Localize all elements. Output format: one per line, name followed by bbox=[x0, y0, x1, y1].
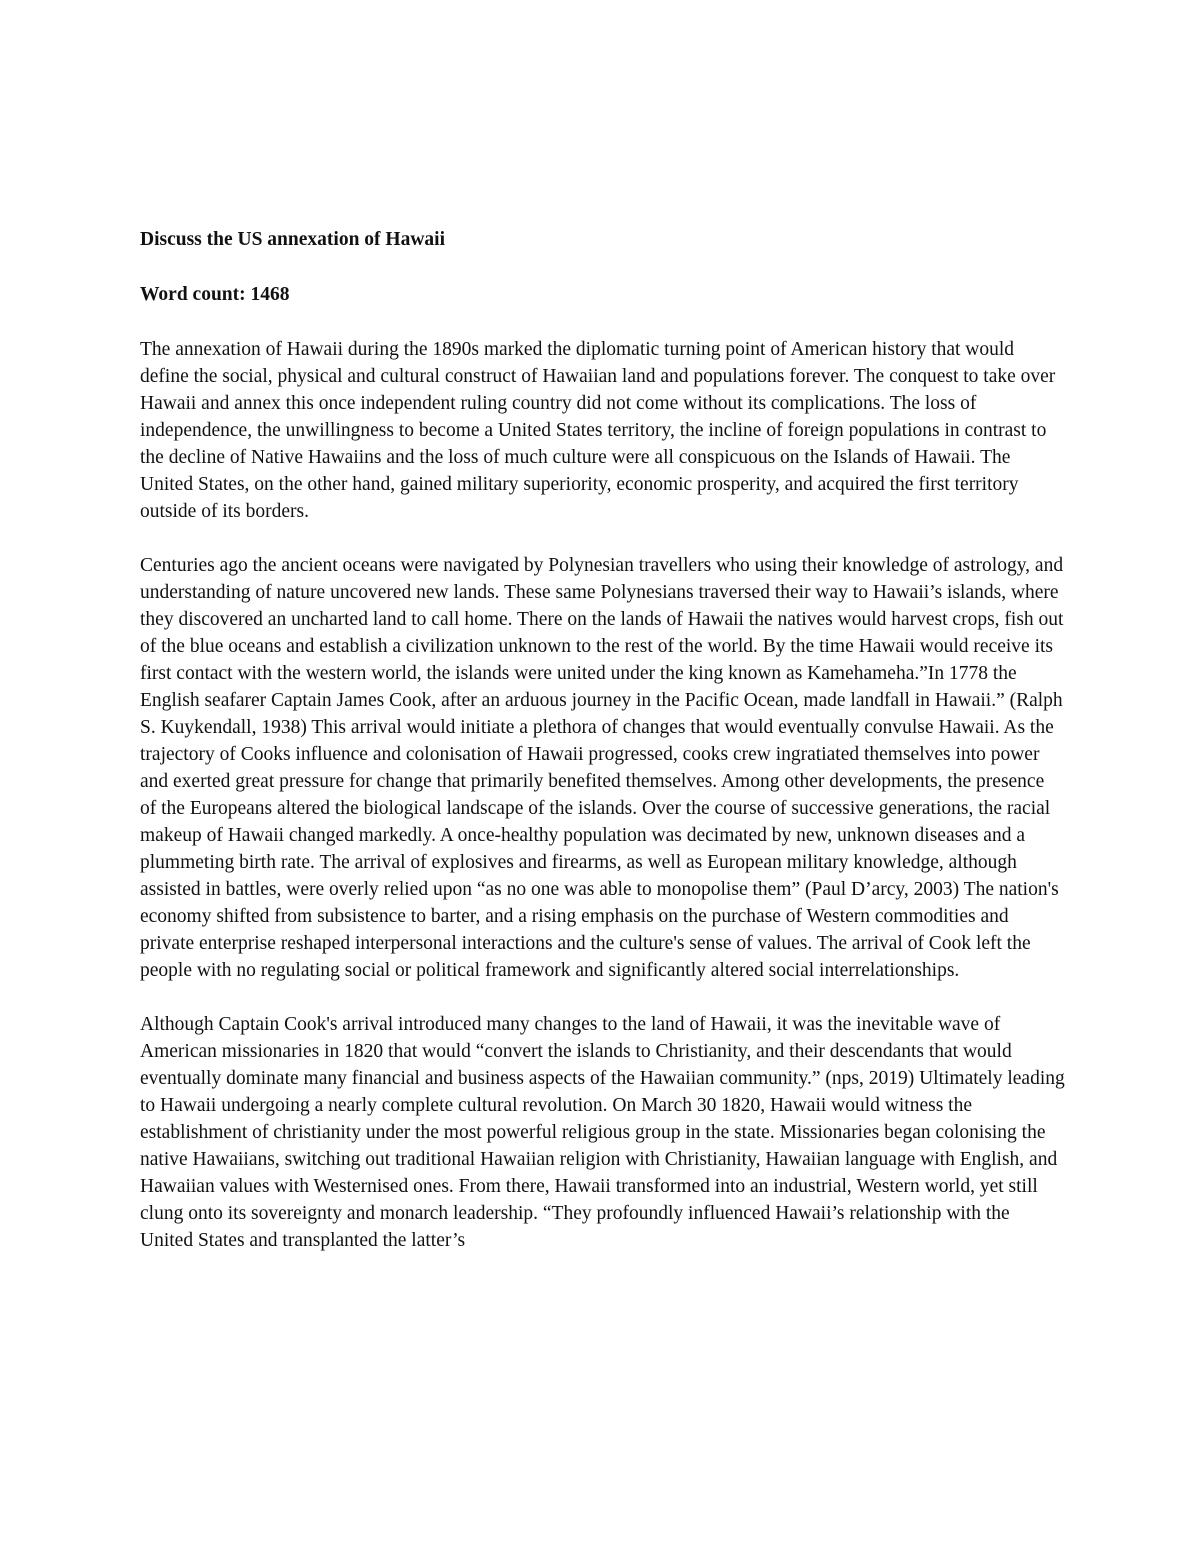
paragraph-1: The annexation of Hawaii during the 1890s marked the diplomatic turning point of American history that would define the social, physical and cultural construct of Hawaiian land and populations forever. The conquest to take over Hawaii and annex this once independent ruling country did not come without its complications. The loss of independence, the unwillingness to become a United States territory, the incline of foreign populations in contrast to the decline of Native Hawaiins and the loss of much culture were all conspicuous on the Islands of Hawaii. The United States, on the other hand, gained military superiority, economic prosperity, and acquired the first territory outside of its borders. bbox=[140, 339, 1056, 522]
document-page bbox=[140, 226, 1065, 1254]
document-body bbox=[140, 336, 1065, 1254]
document-title: Discuss the US annexation of Hawaii bbox=[140, 229, 445, 250]
paragraph-3: Although Captain Cook's arrival introduced many changes to the land of Hawaii, it was the inevitable wave of American missionaries in 1820 that would “convert the islands to Christianity, and their descendants that would eventually dominate many financial and business aspects of the Hawaiian community.” (nps, 2019) Ultimately leading to Hawaii undergoing a nearly complete cultural revolution. On March 30 1820, Hawaii would witness the establishment of christianity under the most powerful religious group in the state. Missionaries began colonising the native Hawaiians, switching out traditional Hawaiian religion with Christianity, Hawaiian language with English, and Hawaiian values with Westernised ones. From there, Hawaii transformed into an industrial, Western world, yet still clung onto its sovereignty and monarch leadership. “They profoundly influenced Hawaii’s relationship with the United States and transplanted the latter’s bbox=[140, 1014, 1065, 1251]
paragraph-2: Centuries ago the ancient oceans were navigated by Polynesian travellers who using their knowledge of astrology, and understanding of nature uncovered new lands. These same Polynesians traversed their way to Hawaii’s islands, where they discovered an uncharted land to call home. There on the lands of Hawaii the natives would harvest crops, fish out of the blue oceans and establish a civilization unknown to the rest of the world. By the time Hawaii would receive its first contact with the western world, the islands were united under the king known as Kamehameha.”In 1778 the English seafarer Captain James Cook, after an arduous journey in the Pacific Ocean, made landfall in Hawaii.” (Ralph S. Kuykendall, 1938) This arrival would initiate a plethora of changes that would eventually convulse Hawaii. As the trajectory of Cooks influence and colonisation of Hawaii progressed, cooks crew ingratiated themselves into power and exerted great pressure for change that primarily benefited themselves. Among other developments, the presence of the Europeans altered the biological landscape of the islands. Over the course of successive generations, the racial makeup of Hawaii changed markedly. A once-healthy population was decimated by new, unknown diseases and a plummeting birth rate. The arrival of explosives and firearms, as well as European military knowledge, although assisted in battles, were overly relied upon “as no one was able to monopolise them” (Paul D’arcy, 2003) The nation's economy shifted from subsistence to barter, and a rising emphasis on the purchase of Western commodities and private enterprise reshaped interpersonal interactions and the culture's sense of values. The arrival of Cook left the people with no regulating social or political framework and significantly altered social interrelationships. bbox=[140, 555, 1064, 981]
word-count: Word count: 1468 bbox=[140, 284, 290, 305]
